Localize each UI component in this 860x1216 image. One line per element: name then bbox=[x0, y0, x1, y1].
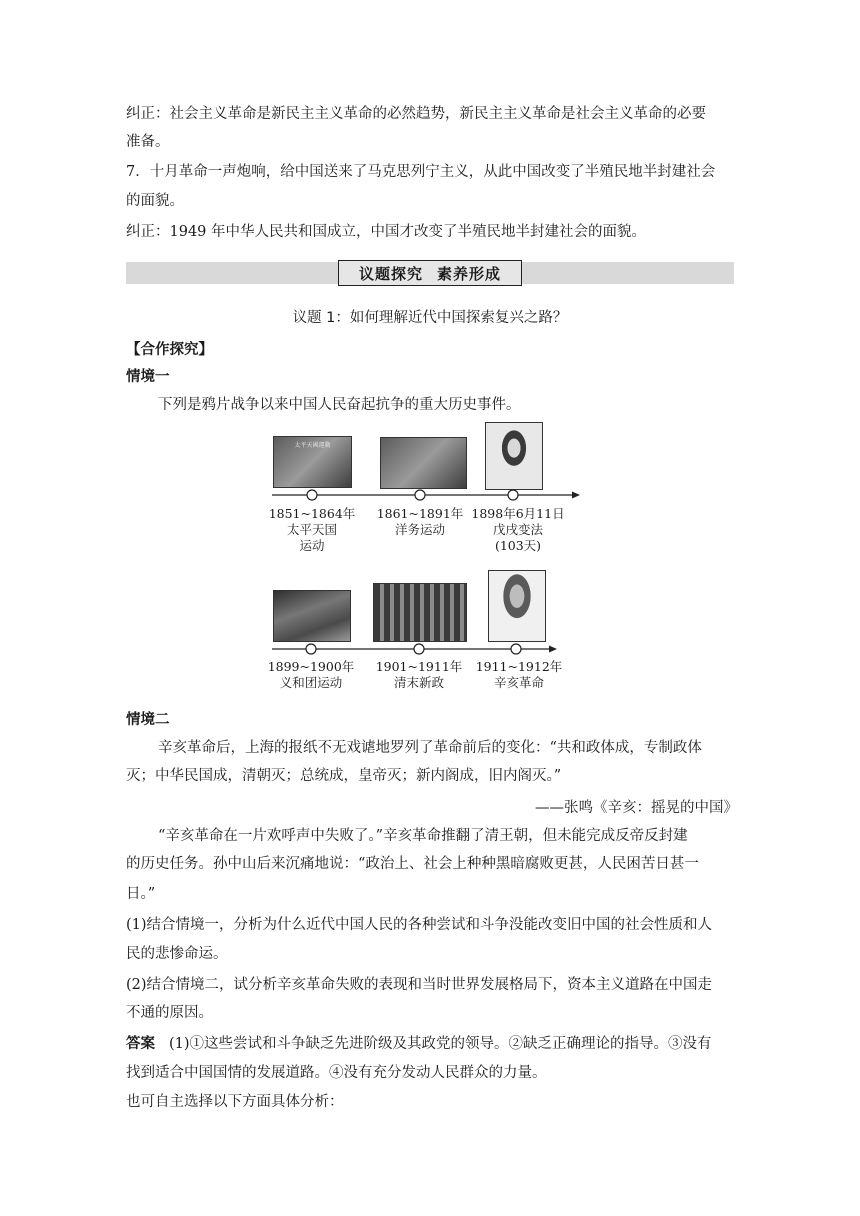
scenario-2-p2-line-3: 日。” bbox=[126, 886, 156, 902]
timeline-2-label-1 bbox=[256, 659, 366, 691]
timeline-2-node-1 bbox=[306, 644, 316, 654]
question-2-line-2: 不通的原因。 bbox=[126, 1005, 213, 1021]
item-7-line-1: 7．十月革命一声炮响，给中国送来了马克思列宁主义，从此中国改变了半殖民地半封建社会 bbox=[126, 164, 716, 180]
event-date: 1901~1911年 bbox=[375, 659, 463, 674]
event-name: 戊戌变法 bbox=[492, 522, 543, 537]
answer-text-1: (1)①这些尝试和斗争缺乏先进阶级及其政党的领导。②缺乏正确理论的指导。③没有 bbox=[169, 1036, 712, 1052]
timeline-1-arrow bbox=[572, 492, 580, 499]
timeline-2-label-3 bbox=[464, 659, 574, 691]
scenario-2-p1-line-2: 灭；中华民国成，清朝灭；总统成，皇帝灭；新内阁成，旧内阁灭。” bbox=[126, 768, 562, 784]
answer-line-1 bbox=[126, 1034, 738, 1054]
scenario-2-p2-line-1: “辛亥革命在一片欢呼声中失败了。”辛亥革命推翻了清王朝，但未能完成反帝反封建 bbox=[158, 828, 688, 844]
event-name: 洋务运动 bbox=[394, 522, 445, 537]
event-date: 1911~1912年 bbox=[475, 659, 563, 674]
scenario-2-source: ——张鸣《辛亥：摇晃的中国》 bbox=[535, 800, 738, 816]
answer-line-3: 也可自主选择以下方面具体分析： bbox=[126, 1094, 344, 1110]
event-name: 义和团运动 bbox=[279, 675, 343, 690]
section-label: 【合作探究】 bbox=[126, 342, 213, 358]
banner-part-2: 素养形成 bbox=[437, 264, 502, 283]
timeline-1-node-3 bbox=[508, 490, 518, 500]
sun-yatsen-portrait bbox=[488, 570, 546, 642]
timeline-1-label-3 bbox=[463, 506, 573, 554]
timeline-1-node-2 bbox=[415, 490, 425, 500]
boxer-photo bbox=[273, 590, 351, 642]
event-name: 清末新政 bbox=[393, 675, 444, 690]
event-name: 太平天国 bbox=[286, 522, 337, 537]
new-policies-photo bbox=[373, 583, 467, 642]
scenario-1-intro: 下列是鸦片战争以来中国人民奋起抗争的重大历史事件。 bbox=[158, 397, 521, 413]
scenario-1-heading: 情境一 bbox=[126, 369, 170, 385]
event-date: 1851~1864年 bbox=[268, 506, 356, 521]
topic-title: 议题 1：如何理解近代中国探索复兴之路？ bbox=[292, 310, 568, 326]
taiping-photo-caption: 太平天國運動 bbox=[294, 442, 331, 449]
scenario-2-p2-line-2: 的历史任务。孙中山后来沉痛地说：“政治上、社会上种种黑暗腐败更甚，人民困苦日甚一 bbox=[126, 856, 699, 872]
event-extra: (103天) bbox=[494, 538, 542, 553]
timeline-2-node-2 bbox=[414, 644, 424, 654]
item-7-correction: 纠正：1949 年中华人民共和国成立，中国才改变了半殖民地半封建社会的面貌。 bbox=[126, 224, 647, 240]
timeline-1-label-2 bbox=[365, 506, 475, 538]
banner-part-1: 议题探究 bbox=[358, 264, 423, 283]
answer-label: 答案 bbox=[126, 1036, 155, 1052]
event-date: 1899~1900年 bbox=[267, 659, 355, 674]
timeline-1-label-1 bbox=[257, 506, 367, 554]
scenario-2-heading: 情境二 bbox=[126, 712, 170, 728]
item-7-line-2: 的面貌。 bbox=[126, 193, 184, 209]
event-extra: 运动 bbox=[299, 538, 325, 553]
question-2-line-1: (2)结合情境二，试分析辛亥革命失败的表现和当时世界发展格局下，资本主义道路在中国走 bbox=[126, 977, 713, 993]
scenario-2-p1-line-1: 辛亥革命后，上海的报纸不无戏谑地罗列了革命前后的变化：“共和政体成，专制政体 bbox=[158, 740, 702, 756]
correction-6-line-2: 准备。 bbox=[126, 134, 170, 150]
timeline-2-label-2 bbox=[364, 659, 474, 691]
timeline-2-node-3 bbox=[511, 644, 521, 654]
event-name: 辛亥革命 bbox=[493, 675, 544, 690]
event-date: 1898年6月11日 bbox=[471, 506, 565, 521]
event-date: 1861~1891年 bbox=[376, 506, 464, 521]
question-1-line-1: (1)结合情境一，分析为什么近代中国人民的各种尝试和斗争没能改变旧中国的社会性质和人 bbox=[126, 917, 713, 933]
answer-line-2: 找到适合中国国情的发展道路。④没有充分发动人民群众的力量。 bbox=[126, 1065, 547, 1081]
timeline-1-node-1 bbox=[307, 490, 317, 500]
question-1-line-2: 民的悲惨命运。 bbox=[126, 946, 228, 962]
correction-6-line-1: 纠正：社会主义革命是新民主主义革命的必然趋势，新民主主义革命是社会主义革命的必要 bbox=[126, 106, 706, 122]
timeline-2-arrow bbox=[549, 646, 557, 653]
